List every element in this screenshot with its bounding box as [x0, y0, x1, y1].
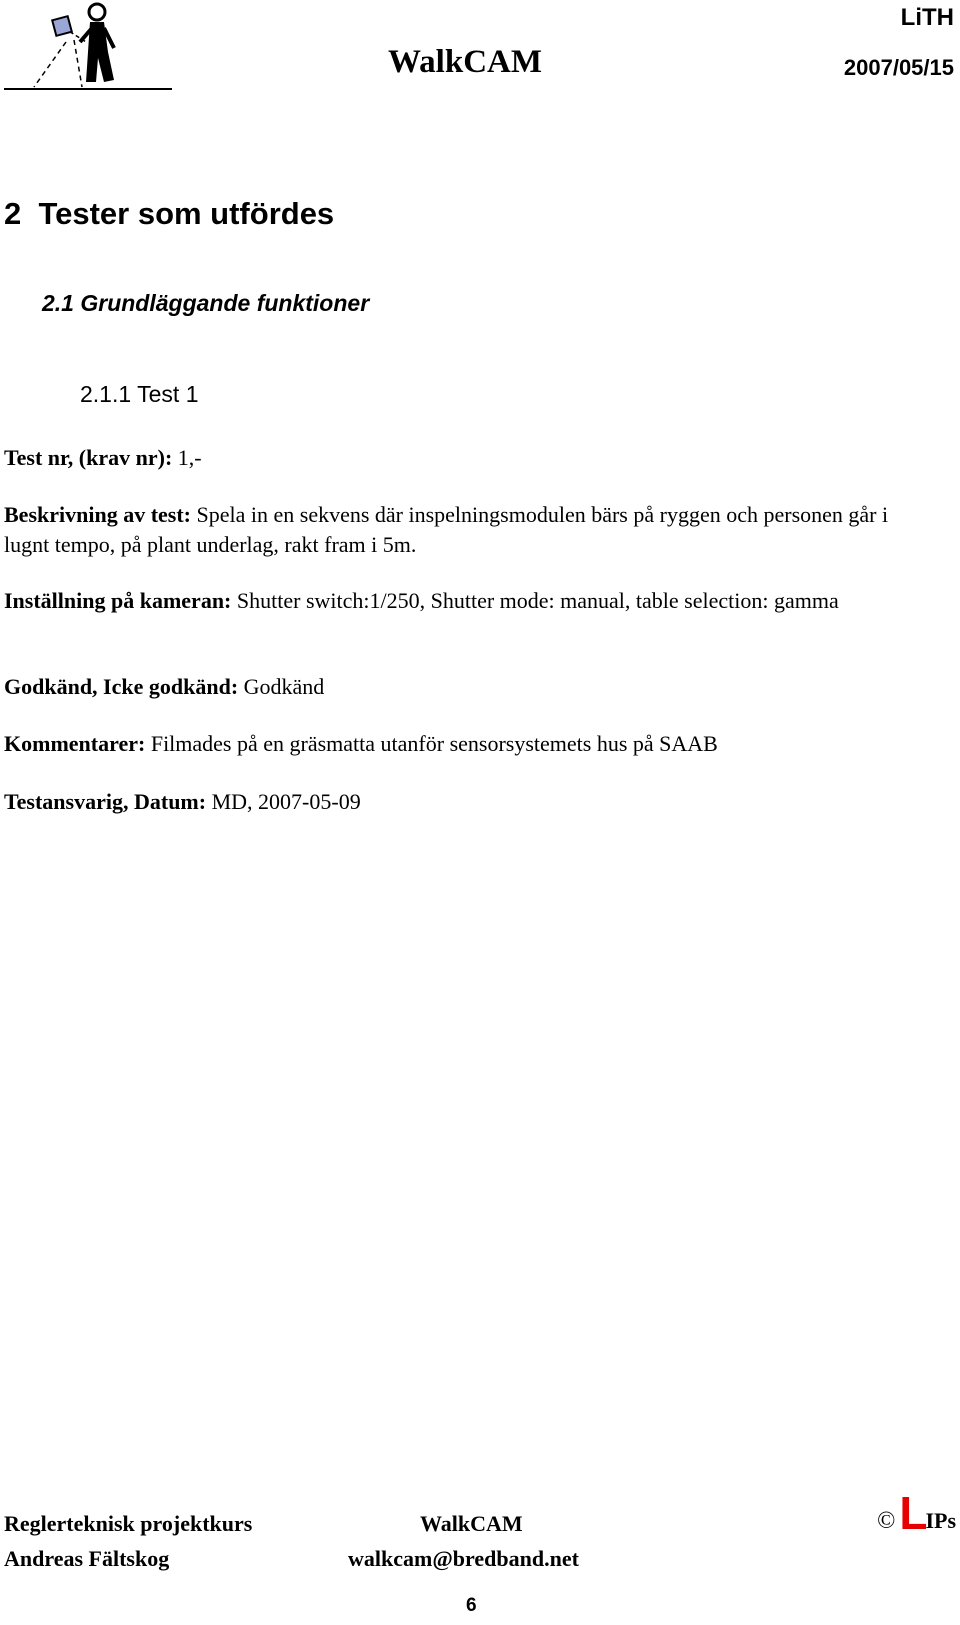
field-value: MD, 2007-05-09 [206, 789, 361, 814]
page-number: 6 [466, 1595, 477, 1616]
field-value: Spela in en sekvens där inspelningsmodulen bärs på ryggen och personen går i lugnt tempo, på plant underlag, rakt fram i 5m. [4, 502, 894, 557]
lips-initial: L [899, 1487, 928, 1539]
field-label: Test nr, (krav nr): [4, 445, 173, 470]
field-test-number [4, 443, 904, 473]
field-comments [4, 729, 904, 759]
copyright-symbol: © [877, 1508, 896, 1534]
lips-rest: IPs [925, 1508, 956, 1533]
field-label: Godkänd, Icke godkänd: [4, 674, 239, 699]
field-value: Filmades på en gräsmatta utanför sensorsystemets hus på SAAB [145, 731, 718, 756]
header-title: WalkCAM [388, 44, 543, 80]
field-approval [4, 672, 904, 702]
field-value: Godkänd [238, 674, 325, 699]
field-label: Beskrivning av test: [4, 502, 191, 527]
footer-title: WalkCAM [420, 1511, 523, 1536]
footer-email: walkcam@bredband.net [348, 1546, 579, 1571]
field-responsible-date [4, 787, 904, 817]
header-organization: LiTH [900, 4, 954, 31]
header-rule [4, 88, 172, 90]
field-camera-settings [4, 586, 904, 616]
field-label: Testansvarig, Datum: [4, 789, 207, 814]
header-date: 2007/05/15 [843, 55, 954, 80]
subsection-heading: 2.1 Grundläggande funktioner [42, 290, 370, 316]
field-value: 1,- [172, 445, 202, 470]
lips-logo [877, 1487, 956, 1539]
field-value: Shutter switch:1/250, Shutter mode: manual, table selection: gamma [231, 588, 839, 613]
field-label: Inställning på kameran: [4, 588, 232, 613]
field-label: Kommentarer: [4, 731, 146, 756]
footer-author: Andreas Fältskog [4, 1546, 170, 1571]
footer-course: Reglerteknisk projektkurs [4, 1511, 253, 1536]
walkcam-logo-icon [4, 2, 172, 92]
subsubsection-heading: 2.1.1 Test 1 [80, 381, 199, 407]
section-heading: 2 Tester som utfördes [4, 196, 335, 231]
field-description [4, 500, 904, 560]
